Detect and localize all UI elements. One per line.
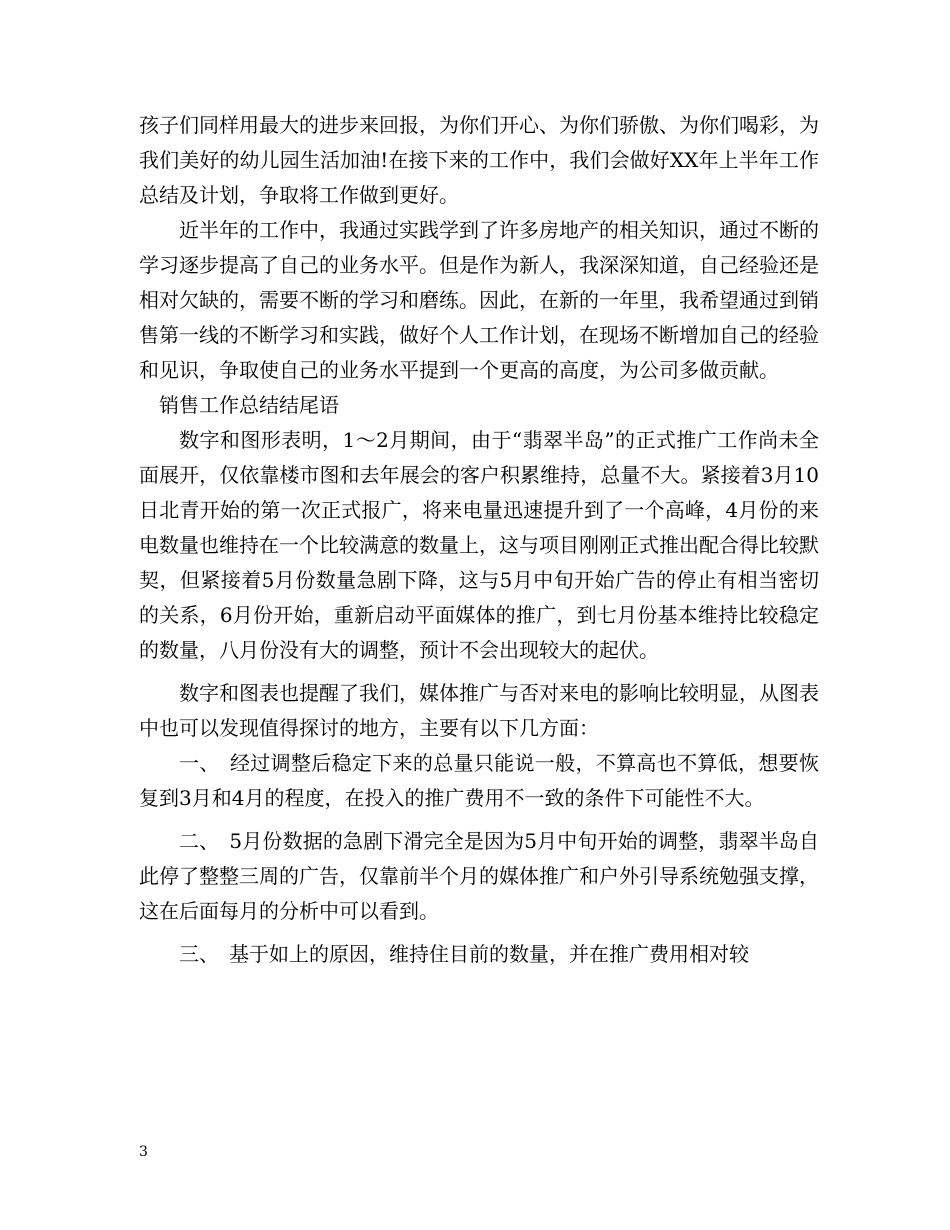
- list-item-one: 一、 经过调整后稳定下来的总量只能说一般，不算高也不算低，想要恢复到3月和4月的程度，在投入的推广费用不一致的条件下可能性不大。: [139, 751, 819, 810]
- document-body: [139, 108, 819, 972]
- paragraph-chart-reminder: 数字和图表也提醒了我们，媒体推广与否对来电的影响比较明显，从图表中也可以发现值得探讨的地方，主要有以下几方面：: [139, 681, 819, 740]
- section-heading: 销售工作总结结尾语: [159, 393, 339, 417]
- paragraph-work-summary: 近半年的工作中，我通过实践学到了许多房地产的相关知识，通过不断的学习逐步提高了自己的业务水平。但是作为新人，我深深知道，自己经验还是相对欠缺的，需要不断的学习和磨练。因此，在新的一年里，我希望通过到销售第一线的不断学习和实践，做好个人工作计划，在现场不断增加自己的经验和见识，争取使自己的业务水平提到一个更高的高度，为公司多做贡献。: [139, 218, 819, 382]
- page-number: 3: [139, 1144, 148, 1160]
- list-item-two: 二、 5月份数据的急剧下滑完全是因为5月中旬开始的调整，翡翠半岛自此停了整整三周的广告，仅靠前半个月的媒体推广和户外引导系统勉强支撑，这在后面每月的分析中可以看到。: [139, 829, 819, 923]
- list-item-three: 三、 基于如上的原因，维持住目前的数量，并在推广费用相对较: [179, 942, 749, 966]
- paragraph-continuation: 孩子们同样用最大的进步来回报，为你们开心、为你们骄傲、为你们喝彩，为我们美好的幼儿园生活加油!在接下来的工作中，我们会做好XX年上半年工作总结及计划，争取将工作做到更好。: [139, 113, 819, 207]
- paragraph-data-analysis: 数字和图形表明，1～2月期间，由于“翡翠半岛”的正式推广工作尚未全面展开，仅依靠楼市图和去年展会的客户积累维持，总量不大。紧接着3月10日北青开始的第一次正式报广，将来电量迅速提升到了一个高峰，4月份的来电数量也维持在一个比较满意的数量上，这与项目刚刚正式推出配合得比较默契，但紧接着5月份数量急剧下降，这与5月中旬开始广告的停止有相当密切的关系，6月份开始，重新启动平面媒体的推广，到七月份基本维持比较稳定的数量，八月份没有大的调整，预计不会出现较大的起伏。: [139, 428, 819, 662]
